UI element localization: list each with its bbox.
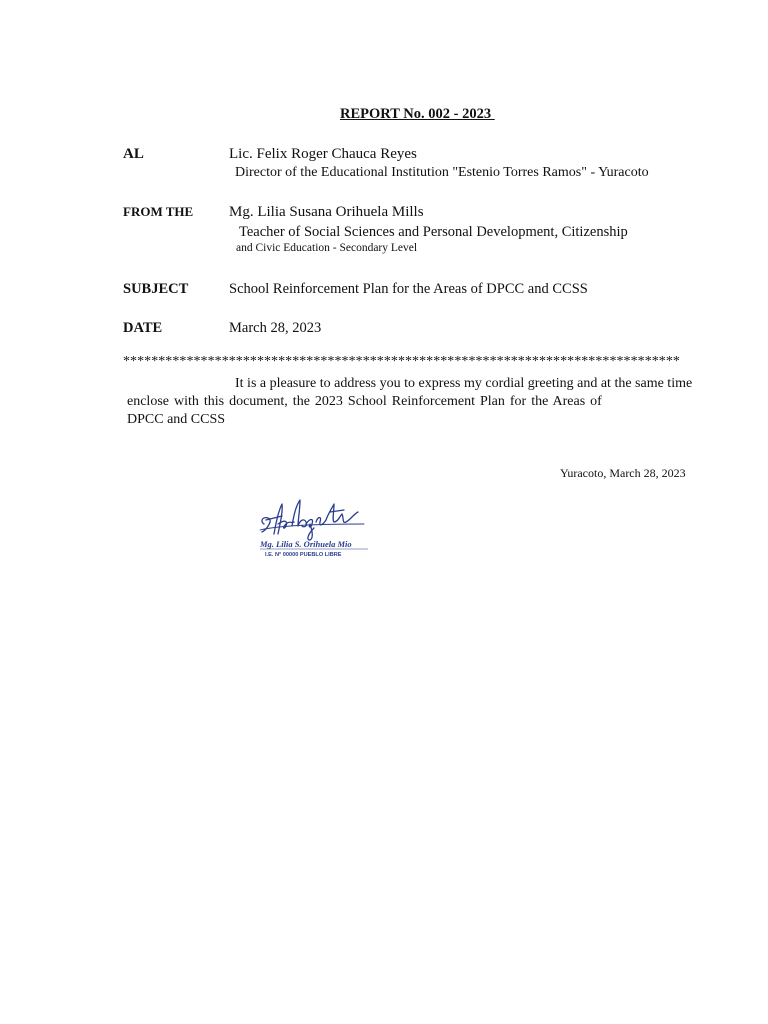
signature-stamp-image xyxy=(256,494,374,562)
asterisk-separator: ******************************************************************************* xyxy=(123,354,680,369)
to-name: Lic. Felix Roger Chauca Reyes xyxy=(229,146,417,162)
from-name: Mg. Lilia Susana Orihuela Mills xyxy=(229,204,424,220)
subject-label: SUBJECT xyxy=(123,281,189,297)
to-role: Director of the Educational Institution "Estenio Torres Ramos" - Yuracoto xyxy=(235,165,649,180)
from-role-line2: and Civic Education - Secondary Level xyxy=(236,242,418,254)
subject-value: School Reinforcement Plan for the Areas of DPCC and CCSS xyxy=(229,281,588,297)
stamp-institution: I.E. N° 00000 PUEBLO LIBRE xyxy=(265,552,342,558)
to-label: AL xyxy=(123,146,144,162)
body-line-2: enclose with this document, the 2023 School Reinforcement Plan for the Areas of xyxy=(127,394,602,409)
body-line-1: It is a pleasure to address you to express my cordial greeting and at the same time xyxy=(235,376,693,391)
from-label: FROM THE xyxy=(123,204,194,219)
stamp-name: Mg. Lilia S. Orihuela Mio xyxy=(260,539,352,549)
body-line-3: DPCC and CCSS xyxy=(127,412,226,427)
place-date: Yuracoto, March 28, 2023 xyxy=(560,466,686,480)
date-label: DATE xyxy=(123,320,163,336)
report-title: REPORT No. 002 - 2023 xyxy=(340,106,495,122)
date-value: March 28, 2023 xyxy=(229,320,322,336)
from-role-line1: Teacher of Social Sciences and Personal Development, Citizenship xyxy=(239,224,628,240)
